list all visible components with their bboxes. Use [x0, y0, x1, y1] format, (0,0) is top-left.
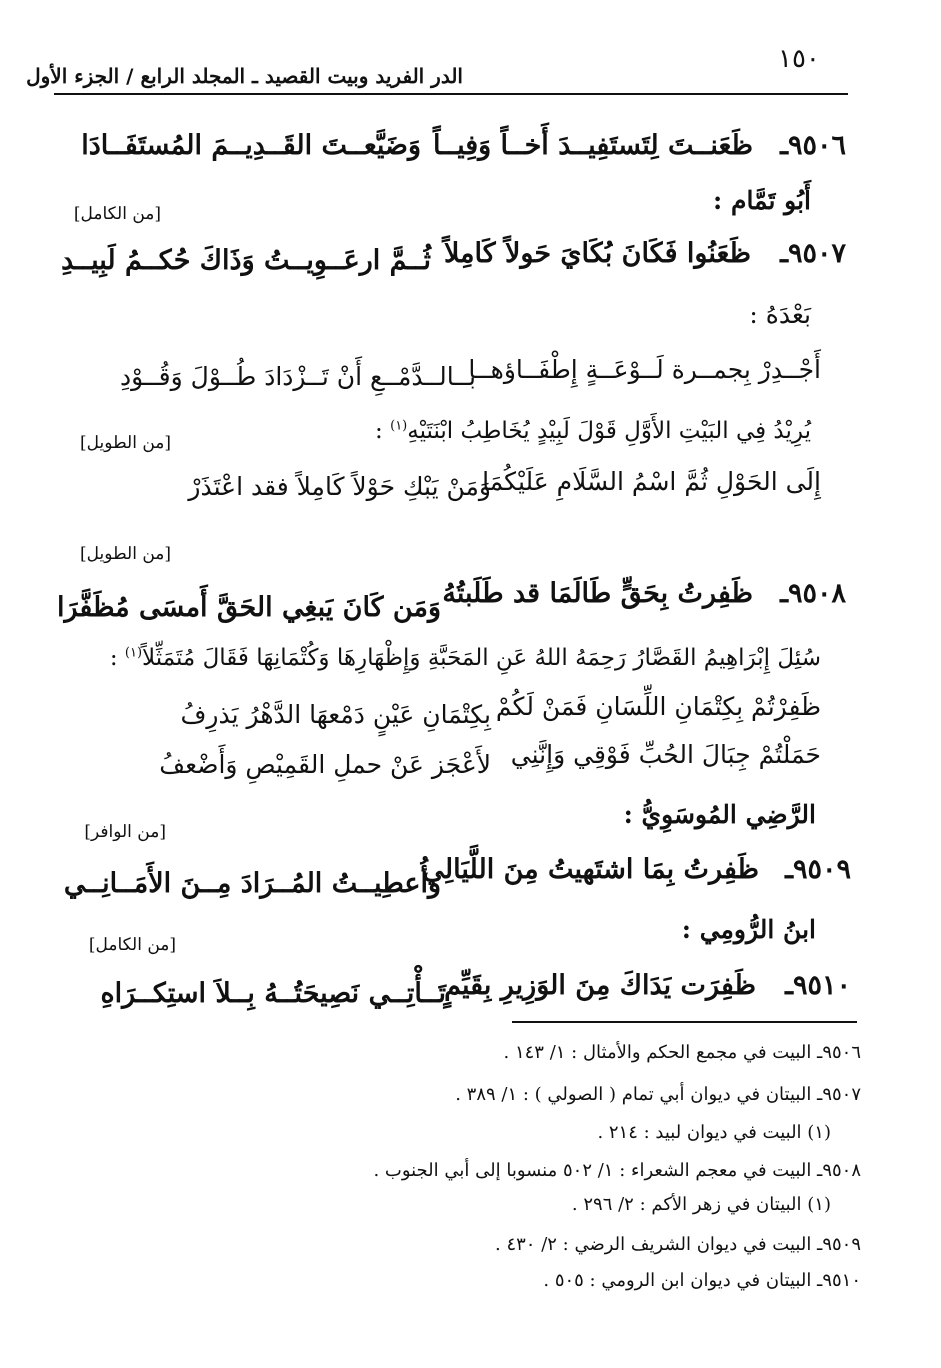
footnote-item: (١) البيتان في زهر الأكم : ٢/ ٢٩٦ . — [571, 1194, 831, 1215]
entry-number: ٩٥٠٧ـ — [780, 238, 846, 269]
poet-name: ابنُ الرُّومِي : — [681, 915, 816, 944]
page-number: ١٥٠ — [778, 44, 820, 74]
verse-hemistich-1: ظَفِرْتُمْ بِكِتْمَانِ اللِّسَانِ فَمَنْ لَكُمْ — [495, 692, 821, 721]
verse-hemistich-1: أَجْــدِرْ بِجمــرة لَــوْعَــةٍ إِطْفَــاؤهــا — [468, 355, 821, 384]
footnote-item: ٩٥٠٦ـ البيت في مجمع الحكم والأمثال : ١/ ١٤٣ . — [503, 1042, 861, 1063]
footnote-marker: (١) — [124, 645, 143, 661]
footnote-rule — [512, 1021, 857, 1023]
verse-hemistich-2: وَأُعطِيــتُ المُــرَادَ مِــنَ الأَمَــانِــي — [63, 868, 441, 899]
running-title: الدر الفريد وبيت القصيد ـ المجلد الرابع / الجزء الأول — [26, 64, 463, 88]
verse-hemistich-2: وَمَنْ يَبْكِ حَوْلاً كَامِلاً فقد اعْتَذَرْ — [188, 472, 491, 501]
verse-hemistich-1: إِلَى الحَوْلِ ثُمَّ اسْمُ السَّلَامِ عَلَيْكُمَا — [482, 467, 821, 496]
entry-number: ٩٥٠٦ـ — [780, 130, 846, 161]
meter-label: [من الكامل] — [73, 204, 161, 224]
verse-hemistich-2: بــالــدَّمْــعِ أَنْ تَــزْدَادَ طُــوْلَ وَقُــوْدِ — [119, 362, 476, 391]
commentary-body: سُئِلَ إِبْرَاهِيمُ القَصَّارُ رَحِمَهُ اللهُ عَنِ المَحَبَّةِ وَإِظْهَارِهَا وَكُتْمَانِهَا فَقَالَ مُتَمَثِّلاً — [142, 645, 821, 671]
entry-number: ٩٥٠٨ـ — [780, 578, 846, 609]
verse-hemistich-2: وَضَيَّعــتَ القَــدِيــمَ المُستَفَــادَا — [81, 130, 421, 161]
footnote-item: ٩٥١٠ـ البيتان في ديوان ابن الرومي : ٥٠٥ . — [543, 1270, 861, 1291]
footnote-item: ٩٥٠٧ـ البيتان في ديوان أبي تمام ( الصولي ) : ١/ ٣٨٩ . — [455, 1084, 861, 1105]
verse-hemistich-1: ظَفِرتُ بِحَقٍّ طَالَمَا قد طَلَبتُهُ — [442, 578, 753, 609]
verse-hemistich-1: حَمَلْتُمْ جِبَالَ الحُبِّ فَوْقِي وَإِنَّنِي — [510, 740, 821, 769]
verse-hemistich-1: ظَعَنــتَ لِتَستَفِيــدَ أَخــاً وَفِيــاً — [433, 130, 753, 161]
verse-hemistich-1: ظَفِرَت يَدَاكَ مِنَ الوَزِيرِ بِقَيِّمٍ — [444, 970, 756, 1001]
verse-hemistich-1: ظَفِرتُ بِمَا اشتَهيتُ مِنَ اللَّيَالِي — [422, 854, 759, 885]
after-label: بَعْدَهُ : — [749, 300, 811, 329]
commentary-text — [110, 645, 821, 671]
header-rule — [54, 93, 848, 95]
meter-label: [من الكامل] — [88, 935, 176, 955]
verse-hemistich-2: بِكِتْمَانِ عَيْنٍ دَمْعهَا الدَّهْرُ يَذرِفُ — [180, 700, 491, 729]
verse-hemistich-1: ظَعَنُوا فَكَانَ بُكَايَ حَولاً كَامِلاً — [443, 238, 751, 269]
footnote-marker: (١) — [390, 418, 408, 434]
entry-number: ٩٥٠٩ـ — [785, 854, 851, 885]
footnote-item: (١) البيت في ديوان لبيد : ٢١٤ . — [597, 1122, 831, 1143]
footnote-item: ٩٥٠٩ـ البيت في ديوان الشريف الرضي : ٢/ ٤٣٠ . — [495, 1234, 861, 1255]
verse-hemistich-2: ثُــمَّ ارعَــوِيــتُ وَذَاكَ حُكــمُ لَبِيــدِ — [61, 245, 431, 276]
commentary-tail: : — [109, 645, 125, 671]
poet-name: الرَّضِي المُوسَوِيُّ : — [623, 800, 816, 829]
commentary-text — [375, 418, 811, 444]
meter-label: [من الطويل] — [80, 433, 171, 453]
poet-name: أَبُو تَمَّام : — [713, 186, 811, 215]
footnote-item: ٩٥٠٨ـ البيت في معجم الشعراء : ١/ ٥٠٢ منسوبا إلى أبي الجنوب . — [373, 1160, 861, 1181]
entry-number: ٩٥١٠ـ — [785, 970, 851, 1001]
meter-label: [من الطويل] — [80, 544, 171, 564]
commentary-tail: : — [375, 418, 391, 444]
verse-hemistich-2: لأَعْجَز عَنْ حملِ القَمِيْصِ وَأَضْعفُ — [159, 750, 491, 779]
verse-hemistich-2: تَــأْتِــي نَصِيحَتُــهُ بِــلاَ استِكــرَاهِ — [100, 978, 446, 1009]
meter-label: [من الوافر] — [84, 822, 166, 842]
commentary-body: يُرِيْدُ فِي البَيْتِ الأَوَّلِ قَوْلَ لَبِيْدٍ يُخَاطِبُ ابْنَتَيْهِ — [407, 418, 811, 444]
verse-hemistich-2: وَمَن كَانَ يَبغِي الحَقَّ أَمسَى مُظَفَّرَا — [56, 592, 441, 623]
